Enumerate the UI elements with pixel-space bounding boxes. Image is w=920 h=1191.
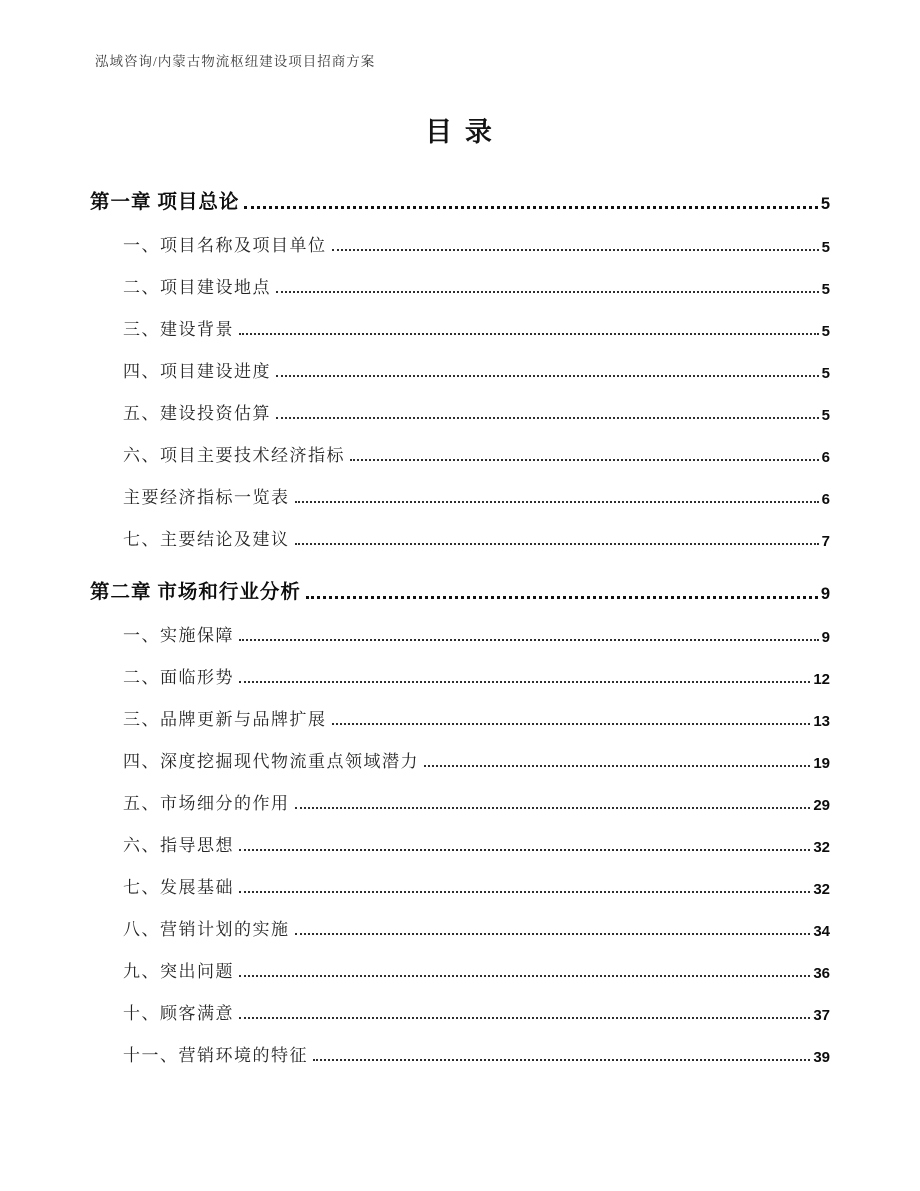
dot-leader [239,333,819,335]
toc-item-entry-page: 5 [821,365,830,382]
toc-chapter-entry-page: 9 [820,585,830,603]
toc-item-entry-page: 39 [813,1049,830,1066]
toc-item-entry-label: 二、面临形势 [123,668,234,687]
toc-chapter-entry-label: 第一章 项目总论 [90,192,240,213]
dot-leader [306,596,818,599]
toc-item-entry-label: 主要经济指标一览表 [123,488,290,507]
toc-item-entry-label: 一、实施保障 [123,626,234,645]
toc-item-entry[interactable] [123,424,830,466]
dot-leader [239,639,819,641]
toc-item-entry-page: 5 [821,281,830,298]
toc-item-entry[interactable] [123,256,830,298]
toc-item-entry-label: 七、发展基础 [123,878,234,897]
toc-item-entry-page: 32 [813,881,830,898]
toc-item-entry-label: 四、项目建设进度 [123,362,271,381]
toc-item-entry-page: 13 [813,713,830,730]
toc-item-entry[interactable] [123,688,830,730]
toc-item-entry-page: 12 [813,671,830,688]
toc-item-entry-label: 二、项目建设地点 [123,278,271,297]
toc-item-entry-label: 六、项目主要技术经济指标 [123,446,345,465]
toc-item-entry-label: 五、市场细分的作用 [123,794,290,813]
dot-leader [239,681,810,683]
dot-leader [313,1059,810,1061]
toc-item-entry-page: 6 [821,491,830,508]
toc-item-entry[interactable] [123,298,830,340]
toc-chapter-entry[interactable] [90,571,830,604]
dot-leader [332,249,819,251]
dot-leader [424,765,810,767]
dot-leader [239,891,810,893]
toc-item-entry-label: 八、营销计划的实施 [123,920,290,939]
toc-item-entry-page: 32 [813,839,830,856]
dot-leader [276,417,819,419]
toc-chapter-entry-page: 5 [820,195,830,213]
toc-chapter-block [90,571,830,1066]
toc-item-entry[interactable] [123,1024,830,1066]
toc-chapter-entry-label: 第二章 市场和行业分析 [90,582,301,603]
toc-item-entry-page: 7 [821,533,830,550]
toc-item-entry-label: 六、指导思想 [123,836,234,855]
toc [90,181,830,1066]
toc-item-entry-label: 三、品牌更新与品牌扩展 [123,710,327,729]
toc-item-entry[interactable] [123,340,830,382]
toc-item-entry[interactable] [123,466,830,508]
toc-item-entry-label: 五、建设投资估算 [123,404,271,423]
toc-item-entry-page: 37 [813,1007,830,1024]
toc-item-entry-page: 9 [821,629,830,646]
toc-item-entry-page: 6 [821,449,830,466]
toc-item-entry-page: 36 [813,965,830,982]
dot-leader [295,543,819,545]
toc-item-entry-label: 一、项目名称及项目单位 [123,236,327,255]
toc-item-entry-page: 34 [813,923,830,940]
dot-leader [295,501,819,503]
toc-item-entry[interactable] [123,508,830,550]
toc-item-entry[interactable] [123,982,830,1024]
page-title: 目 录 [425,117,495,147]
toc-item-entry-label: 七、主要结论及建议 [123,530,290,549]
dot-leader [332,723,811,725]
dot-leader [295,807,811,809]
dot-leader [239,975,810,977]
dot-leader [295,933,811,935]
toc-item-entry[interactable] [123,898,830,940]
toc-item-entry-page: 19 [813,755,830,772]
dot-leader [244,206,817,209]
toc-item-entry[interactable] [123,772,830,814]
dot-leader [239,849,810,851]
toc-item-entry-page: 29 [813,797,830,814]
dot-leader [276,291,819,293]
toc-item-entry[interactable] [123,814,830,856]
dot-leader [276,375,819,377]
toc-item-entry-label: 九、突出问题 [123,962,234,981]
toc-item-entry[interactable] [123,856,830,898]
toc-item-entry[interactable] [123,730,830,772]
toc-item-entry-label: 三、建设背景 [123,320,234,339]
toc-item-entry-label: 十一、营销环境的特征 [123,1046,308,1065]
toc-item-entry[interactable] [123,214,830,256]
toc-item-entry[interactable] [123,382,830,424]
toc-chapter-block [90,181,830,550]
toc-item-entry-label: 十、顾客满意 [123,1004,234,1023]
toc-item-entry-page: 5 [821,323,830,340]
toc-chapter-entry[interactable] [90,181,830,214]
dot-leader [239,1017,810,1019]
toc-item-entry[interactable] [123,646,830,688]
toc-item-entry-label: 四、深度挖掘现代物流重点领域潜力 [123,752,419,771]
toc-item-entry-page: 5 [821,407,830,424]
toc-item-entry-page: 5 [821,239,830,256]
toc-item-entry[interactable] [123,604,830,646]
dot-leader [350,459,819,461]
toc-item-entry[interactable] [123,940,830,982]
document-header: 泓域咨询/内蒙古物流枢纽建设项目招商方案 [95,54,376,69]
